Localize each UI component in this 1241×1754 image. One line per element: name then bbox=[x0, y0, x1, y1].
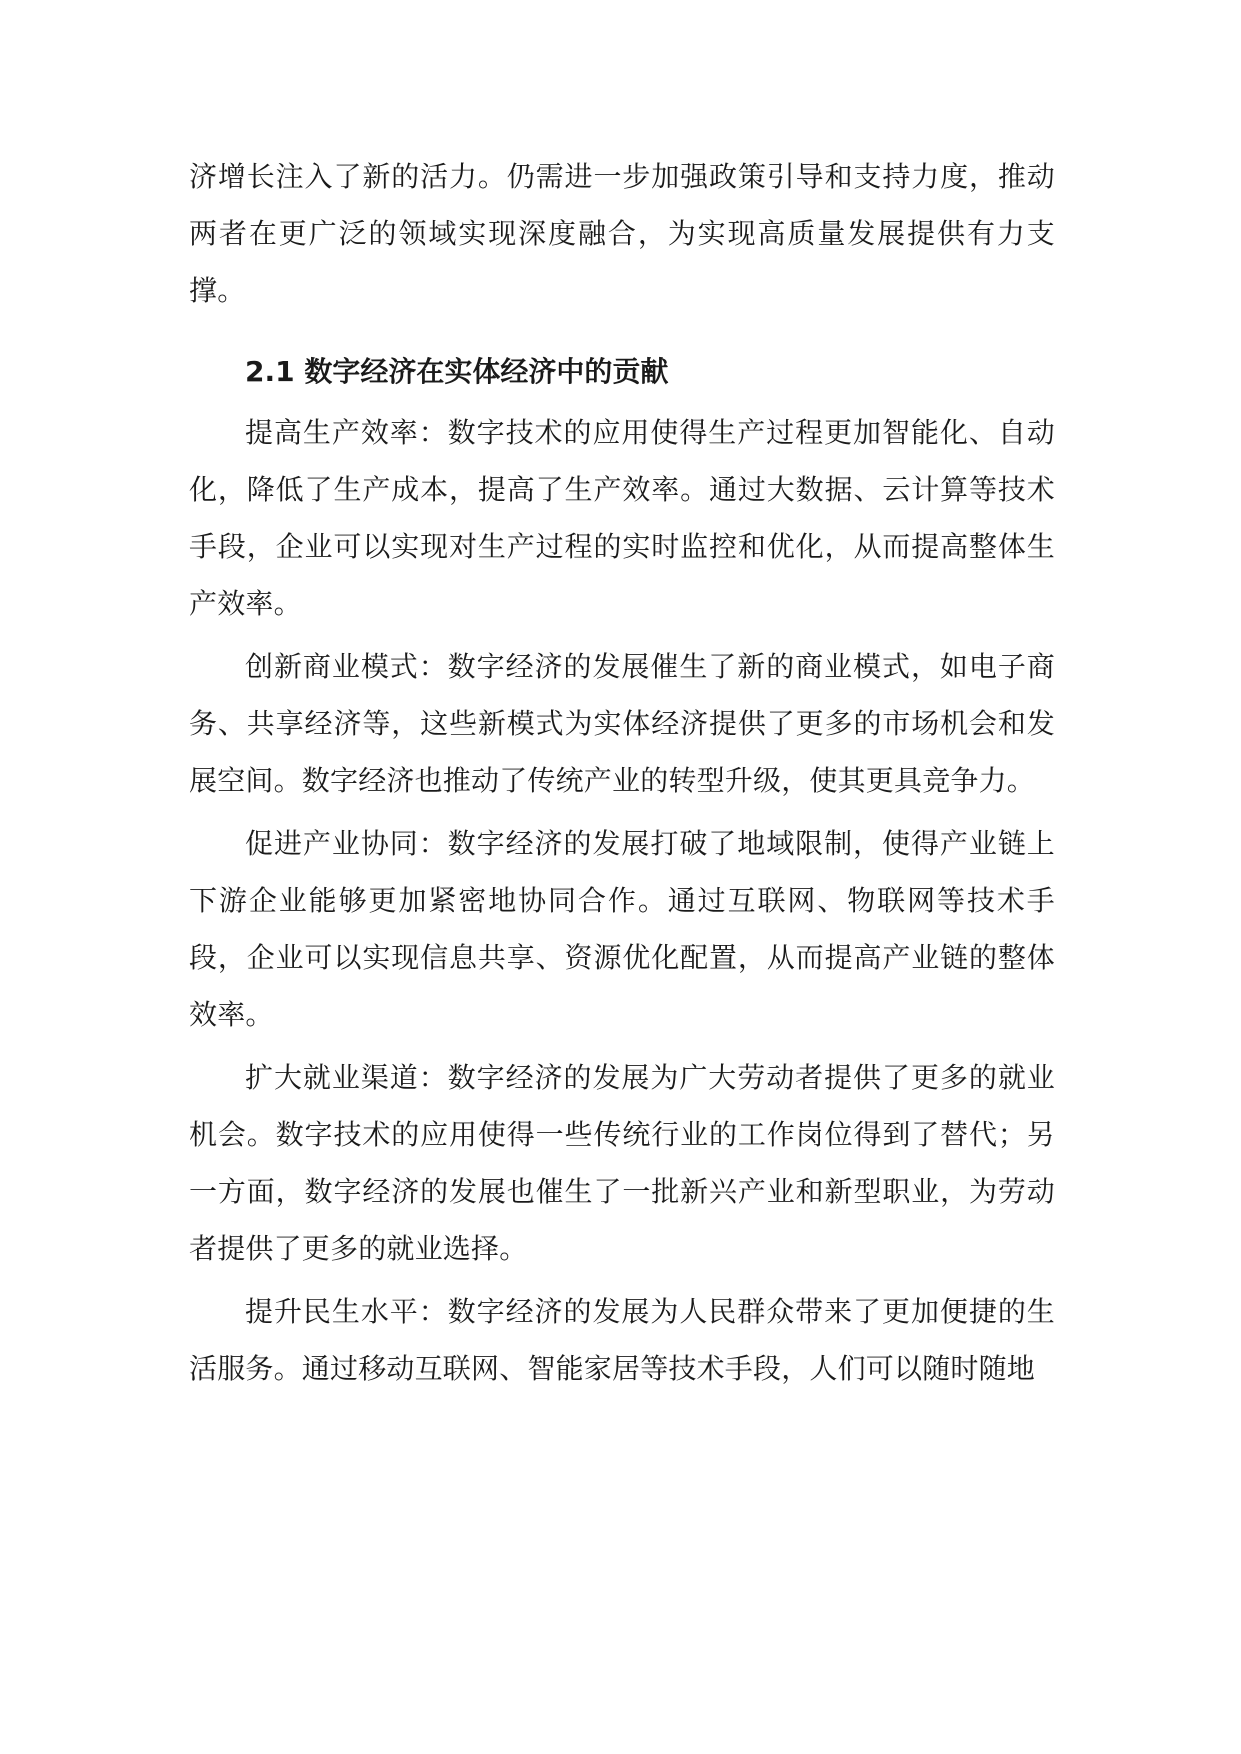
document-page bbox=[189, 148, 1055, 1397]
paragraph-industry-synergy: 促进产业协同：数字经济的发展打破了地域限制，使得产业链上下游企业能够更加紧密地协同合作。通过互联网、物联网等技术手段，企业可以实现信息共享、资源优化配置，从而提高产业链的整体效率。 bbox=[189, 827, 1055, 1031]
paragraph-employment: 扩大就业渠道：数字经济的发展为广大劳动者提供了更多的就业机会。数字技术的应用使得一些传统行业的工作岗位得到了替代；另一方面，数字经济的发展也催生了一批新兴产业和新型职业，为劳动者提供了更多的就业选择。 bbox=[189, 1061, 1055, 1265]
section-heading: 2.1 数字经济在实体经济中的贡献 bbox=[245, 355, 669, 388]
paragraph-livelihood: 提升民生水平：数字经济的发展为人民群众带来了更加便捷的生活服务。通过移动互联网、智能家居等技术手段，人们可以随时随地 bbox=[189, 1295, 1055, 1385]
paragraph-business-model: 创新商业模式：数字经济的发展催生了新的商业模式，如电子商务、共享经济等，这些新模式为实体经济提供了更多的市场机会和发展空间。数字经济也推动了传统产业的转型升级，使其更具竞争力。 bbox=[189, 650, 1055, 797]
intro-paragraph: 济增长注入了新的活力。仍需进一步加强政策引导和支持力度，推动两者在更广泛的领域实现深度融合，为实现高质量发展提供有力支撑。 bbox=[189, 160, 1055, 307]
paragraph-production-efficiency: 提高生产效率：数字技术的应用使得生产过程更加智能化、自动化，降低了生产成本，提高了生产效率。通过大数据、云计算等技术手段，企业可以实现对生产过程的实时监控和优化，从而提高整体生产效率。 bbox=[189, 416, 1055, 620]
